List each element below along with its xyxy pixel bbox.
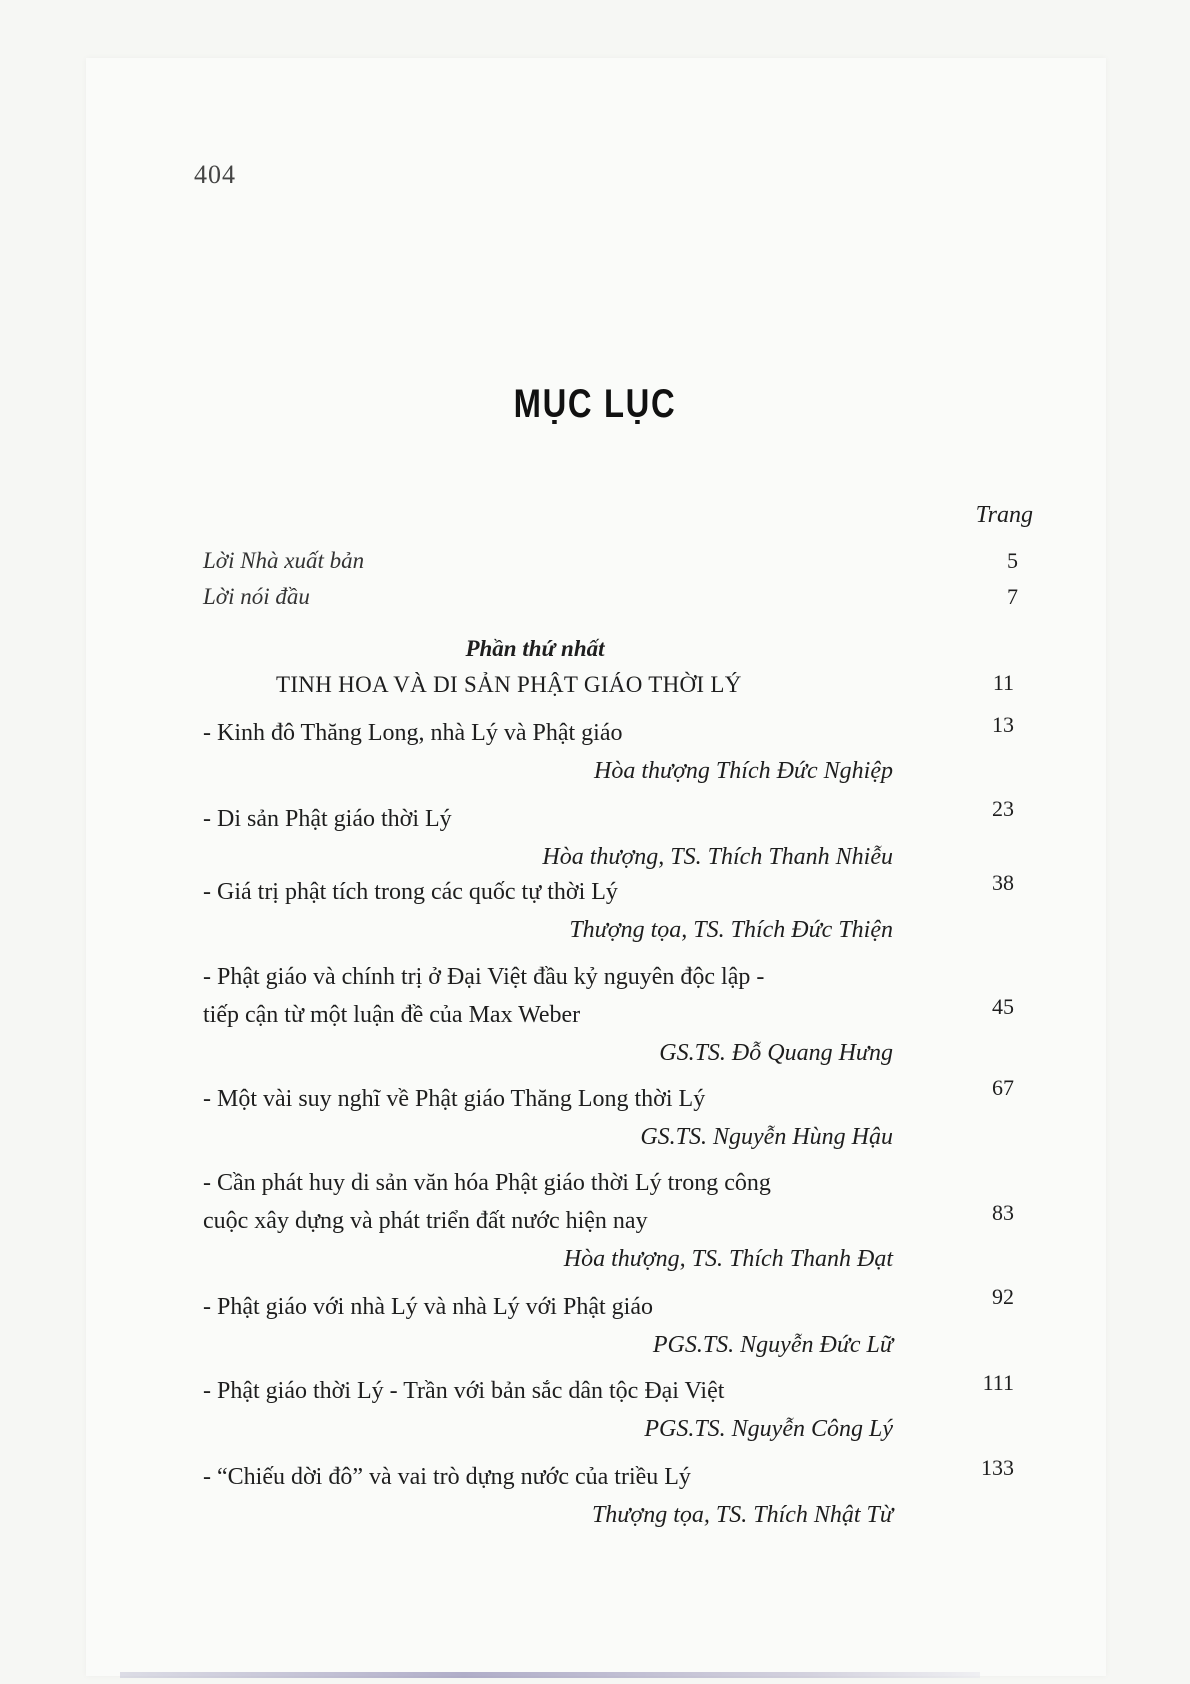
page-title: MỤC LỤC bbox=[513, 382, 677, 426]
page-number: 404 bbox=[194, 160, 236, 189]
toc-entry[interactable] bbox=[203, 958, 893, 1072]
entry-title-line: - Phật giáo thời Lý - Trần với bản sắc dân tộc Đại Việt bbox=[203, 1378, 725, 1404]
entry-title-line: - Phật giáo và chính trị ở Đại Việt đầu kỷ nguyên độc lập - bbox=[203, 964, 765, 990]
entry-author: Thượng tọa, TS. Thích Đức Thiện bbox=[569, 917, 893, 943]
entry-page: 111 bbox=[982, 1370, 1014, 1395]
entry-title-line: - Cần phát huy di sản văn hóa Phật giáo thời Lý trong công bbox=[203, 1170, 771, 1196]
entry-title-line: - Kinh đô Thăng Long, nhà Lý và Phật giáo bbox=[203, 720, 623, 746]
entry-page: 45 bbox=[992, 994, 1014, 1019]
page-bottom-edge bbox=[120, 1672, 980, 1678]
toc-entry[interactable] bbox=[203, 800, 893, 876]
entry-page: 67 bbox=[992, 1075, 1014, 1100]
entry-page: 83 bbox=[992, 1200, 1014, 1225]
toc-entry[interactable] bbox=[203, 873, 893, 949]
entry-author: PGS.TS. Nguyễn Công Lý bbox=[644, 1416, 893, 1442]
entry-author: Hòa thượng Thích Đức Nghiệp bbox=[594, 758, 893, 784]
entry-author: PGS.TS. Nguyễn Đức Lữ bbox=[652, 1332, 893, 1358]
entry-title-line: cuộc xây dựng và phát triển đất nước hiện nay bbox=[203, 1208, 648, 1234]
toc-entry[interactable] bbox=[203, 714, 893, 790]
entry-author: GS.TS. Đỗ Quang Hưng bbox=[659, 1040, 893, 1066]
toc-entry[interactable] bbox=[203, 1288, 893, 1364]
entry-page: 23 bbox=[992, 796, 1014, 821]
entry-title-line: - Phật giáo với nhà Lý và nhà Lý với Phật giáo bbox=[203, 1294, 653, 1320]
entry-page: 92 bbox=[992, 1284, 1014, 1309]
entry-title-line: - “Chiếu dời đô” và vai trò dựng nước của triều Lý bbox=[203, 1464, 691, 1490]
part-heading: Phần thứ nhất bbox=[465, 636, 605, 661]
toc-entry[interactable] bbox=[203, 1372, 893, 1448]
entry-author: GS.TS. Nguyễn Hùng Hậu bbox=[640, 1124, 893, 1150]
entry-author: Thượng tọa, TS. Thích Nhật Từ bbox=[591, 1502, 893, 1528]
part-page: 11 bbox=[992, 670, 1014, 695]
toc-entry[interactable] bbox=[203, 1080, 893, 1156]
entry-title-line: - Di sản Phật giáo thời Lý bbox=[203, 806, 452, 832]
entry-author: Hòa thượng, TS. Thích Thanh Đạt bbox=[563, 1246, 893, 1272]
part-title[interactable]: TINH HOA VÀ DI SẢN PHẬT GIÁO THỜI LÝ bbox=[276, 672, 742, 697]
front-matter-label: Lời nói đầu bbox=[203, 584, 310, 609]
front-matter-item[interactable] bbox=[203, 548, 1018, 580]
entry-page: 13 bbox=[992, 712, 1014, 737]
entry-page: 38 bbox=[992, 870, 1014, 895]
front-matter-item[interactable] bbox=[203, 584, 1018, 616]
entry-title-line: tiếp cận từ một luận đề của Max Weber bbox=[203, 1002, 581, 1028]
toc-entry[interactable] bbox=[203, 1164, 893, 1278]
front-matter-label: Lời Nhà xuất bản bbox=[203, 548, 365, 573]
front-matter-page: 7 bbox=[1007, 584, 1018, 609]
entry-title-line: - Một vài suy nghĩ về Phật giáo Thăng Long thời Lý bbox=[203, 1086, 706, 1112]
entry-author: Hòa thượng, TS. Thích Thanh Nhiễu bbox=[542, 844, 893, 870]
toc-entry[interactable] bbox=[203, 1458, 893, 1534]
entry-title-line: - Giá trị phật tích trong các quốc tự thời Lý bbox=[203, 879, 618, 905]
front-matter-page: 5 bbox=[1007, 548, 1018, 573]
page-column-label: Trang bbox=[975, 502, 1033, 528]
entry-page: 133 bbox=[981, 1455, 1014, 1480]
